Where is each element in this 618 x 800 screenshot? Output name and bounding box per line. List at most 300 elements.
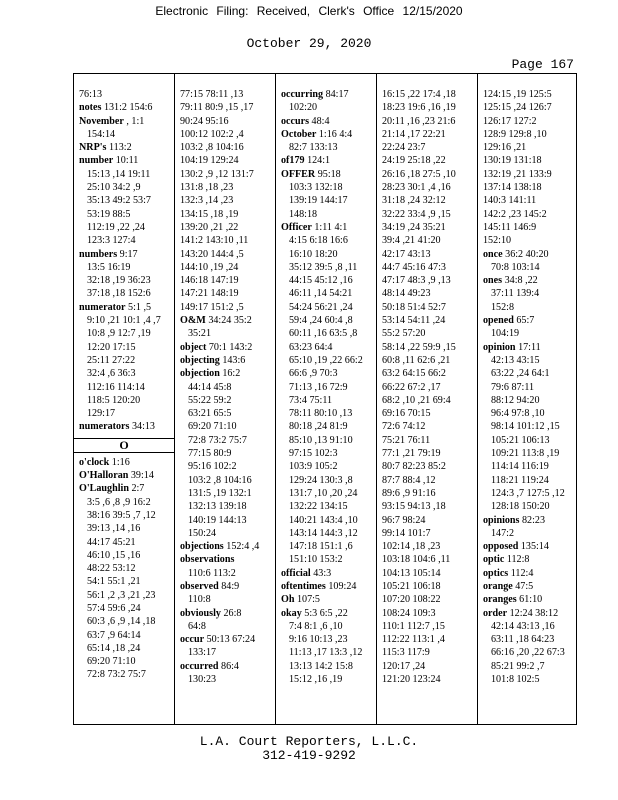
index-refs-line: 24:19 25:18 ,22: [382, 155, 446, 167]
index-refs-line: 129:17: [87, 408, 116, 420]
index-refs-line: 42:14 43:13 ,16: [491, 620, 555, 632]
page-line-refs: 5:3 6:5 ,22: [301, 607, 348, 619]
index-refs-line: 80:18 ,24 81:9: [289, 421, 348, 433]
index-term: oftentimes: [281, 580, 326, 592]
index-entry: [79, 101, 174, 114]
index-refs-line: 38:16 39:5 ,7 ,12: [87, 509, 156, 521]
index-refs-line: 96:7 98:24: [382, 514, 426, 526]
index-refs-line: 37:18 ,18 152:6: [87, 288, 151, 300]
index-refs-line: 15:13 ,14 19:11: [87, 168, 151, 180]
index-refs-line: 131:8 ,18 ,23: [180, 182, 234, 194]
index-refs-line: 120:17 ,24: [382, 660, 426, 672]
index-refs-line: 50:18 51:4 52:7: [382, 301, 446, 313]
index-refs-line: 103:2 ,8 104:16: [180, 142, 244, 154]
index-term: observations: [180, 554, 235, 566]
index-entry: [281, 221, 376, 234]
court-reporter-phone: 312-419-9292: [262, 748, 356, 763]
index-refs-line: 96:4 97:8 ,10: [491, 408, 545, 420]
page-line-refs: 50:13 67:24: [204, 634, 256, 646]
index-entry: [180, 660, 275, 673]
page-line-refs: 82:23: [519, 514, 545, 526]
index-refs-line: 134:15 ,18 ,19: [180, 208, 239, 220]
index-refs-line: 18:23 19:6 ,16 ,19: [382, 102, 456, 114]
index-refs-line: 147:21 148:19: [180, 288, 239, 300]
index-refs-line: 103:18 104:6 ,11: [382, 554, 451, 566]
index-refs-line: 146:18 147:19: [180, 275, 239, 287]
index-refs-line: 75:21 76:11: [382, 434, 431, 446]
index-refs-line: 35:21: [188, 328, 211, 340]
index-entry: [281, 593, 376, 606]
index-term: optics: [483, 567, 509, 579]
index-refs-line: 13:13 14:2 15:8: [289, 660, 353, 672]
index-entry: [79, 301, 174, 314]
index-refs-line: 103:3 132:18: [289, 182, 343, 194]
index-term: okay: [281, 607, 302, 619]
page-line-refs: 16:2: [219, 368, 241, 380]
index-entry: [281, 154, 376, 167]
index-refs-line: 128:9 129:8 ,10: [483, 128, 547, 140]
index-entry: [281, 168, 376, 181]
index-term: occurring: [281, 89, 324, 100]
index-refs-line: 58:14 ,22 59:9 ,15: [382, 341, 456, 353]
index-refs-line: 97:15 102:3: [289, 448, 338, 460]
index-term: opinions: [483, 514, 520, 526]
index-entry: [180, 553, 275, 566]
index-entry: [180, 354, 275, 367]
index-refs-line: 35:13 49:2 53:7: [87, 195, 151, 207]
index-refs-line: 44:14 45:8: [188, 381, 232, 393]
index-refs-line: 12:20 17:15: [87, 341, 136, 353]
index-refs-line: 107:20 108:22: [382, 594, 441, 606]
page-line-refs: 86:4: [218, 660, 239, 672]
index-refs-line: 72:8 73:2 75:7: [188, 434, 247, 446]
index-refs-line: 63:22 ,24 64:1: [491, 368, 550, 380]
index-refs-line: 132:22 134:15: [289, 501, 348, 513]
index-entry: [79, 482, 174, 495]
transcript-date: October 29, 2020: [246, 36, 372, 51]
index-refs-line: 42:13 43:15: [491, 354, 540, 366]
page-line-refs: 109:24: [325, 580, 357, 592]
index-refs-line: 71:13 ,16 72:9: [289, 381, 348, 393]
index-refs-line: 139:20 ,21 ,22: [180, 221, 239, 233]
page-line-refs: 152:4 ,4: [223, 541, 260, 553]
page-line-refs: 1:16 4:4: [316, 128, 353, 140]
index-refs-line: 104:19 129:24: [180, 155, 239, 167]
index-refs-line: 32:18 ,19 36:23: [87, 275, 151, 287]
index-entry: [180, 633, 275, 646]
page-line-refs: 135:14: [518, 541, 549, 553]
index-refs-line: 47:17 48:3 ,9 ,13: [382, 275, 451, 287]
index-refs-line: 130:23: [188, 674, 217, 686]
index-refs-line: 124:3 ,7 127:5 ,12: [491, 487, 565, 499]
index-refs-line: 44:15 45:12 ,16: [289, 275, 353, 287]
page-line-refs: 112:4: [508, 567, 534, 579]
index-refs-line: 142:2 ,23 145:2: [483, 208, 547, 220]
index-refs-line: 65:14 ,18 ,24: [87, 642, 141, 654]
index-refs-line: 152:8: [491, 301, 514, 313]
index-column-1: [74, 74, 174, 724]
page-line-refs: 70:1 143:2: [206, 341, 253, 353]
index-term: o'clock: [79, 456, 110, 468]
page-line-refs: 34:8 ,22: [502, 275, 538, 287]
index-refs-line: 129:16 ,21: [483, 142, 527, 154]
index-refs-line: 132:19 ,21 133:9: [483, 168, 552, 180]
index-refs-line: 90:24 95:16: [180, 115, 229, 127]
index-term: O&M: [180, 315, 206, 327]
index-refs-line: 121:20 123:24: [382, 674, 441, 686]
index-entry: [483, 540, 578, 553]
index-column-3: [275, 74, 376, 724]
index-column-5: [477, 74, 578, 724]
page-line-refs: 10:11: [113, 155, 139, 167]
index-refs-line: 151:10 153:2: [289, 554, 343, 566]
index-refs-line: 25:11 27:22: [87, 354, 136, 366]
index-entry: [180, 607, 275, 620]
index-term: oranges: [483, 594, 517, 606]
index-term: object: [180, 341, 207, 353]
page-line-refs: 113:2: [106, 142, 132, 154]
index-term: of179: [281, 155, 305, 167]
index-entry: [483, 567, 578, 580]
page-line-refs: 107:5: [294, 594, 320, 606]
index-refs-line: 137:14 138:18: [483, 182, 542, 194]
index-term: occurred: [180, 660, 219, 672]
page-line-refs: 61:10: [516, 594, 543, 606]
index-refs-line: 100:12 102:2 ,4: [180, 128, 244, 140]
index-refs-line: 128:18 150:20: [491, 501, 550, 513]
index-refs-line: 85:21 99:2 ,7: [491, 660, 545, 672]
index-refs-line: 78:11 80:10 ,13: [289, 408, 353, 420]
index-term: observed: [180, 580, 219, 592]
index-refs-line: 145:11 146:9: [483, 221, 537, 233]
page-line-refs: 131:2 154:6: [101, 102, 153, 114]
index-term: O'Laughlin: [79, 483, 129, 495]
index-refs-line: 154:14: [87, 128, 116, 140]
index-refs-line: 68:2 ,10 ,21 69:4: [382, 394, 451, 406]
index-entry: [483, 341, 578, 354]
index-refs-line: 10:8 ,9 12:7 ,19: [87, 328, 151, 340]
index-term: numbers: [79, 248, 118, 260]
index-refs-line: 15:12 ,16 ,19: [289, 674, 343, 686]
index-entry: [483, 274, 578, 287]
index-term: once: [483, 248, 503, 260]
page-line-refs: 26:8: [220, 607, 242, 619]
index-refs-line: 11:13 ,17 13:3 ,12: [289, 647, 363, 659]
index-refs-line: 69:20 71:10: [188, 421, 237, 433]
index-refs-line: 9:10 ,21 10:1 ,4 ,7: [87, 315, 161, 327]
index-entry: [483, 607, 578, 620]
index-refs-line: 25:10 34:2 ,9: [87, 182, 141, 194]
index-entry: [180, 540, 275, 553]
index-refs-line: 140:19 144:13: [188, 514, 247, 526]
index-term: opened: [483, 315, 514, 327]
page-line-refs: 34:13: [129, 421, 155, 433]
index-refs-line: 55:22 59:2: [188, 394, 232, 406]
index-entry: [281, 580, 376, 593]
index-term: obviously: [180, 607, 221, 619]
page-line-refs: 48:4: [309, 115, 330, 127]
index-refs-line: 103:2 ,8 104:16: [188, 474, 252, 486]
index-refs-line: 77:15 78:11 ,13: [180, 89, 244, 100]
index-refs-line: 53:14 54:11 ,24: [382, 315, 446, 327]
index-refs-line: 133:17: [188, 647, 217, 659]
index-refs-line: 72:8 73:2 75:7: [87, 669, 146, 681]
index-refs-line: 98:14 101:12 ,15: [491, 421, 560, 433]
index-entry: [483, 553, 578, 566]
index-refs-line: 69:16 70:15: [382, 408, 431, 420]
index-refs-line: 102:20: [289, 102, 318, 114]
index-refs-line: 150:24: [188, 527, 217, 539]
index-refs-line: 147:2: [491, 527, 514, 539]
index-refs-line: 44:17 45:21: [87, 536, 136, 548]
index-refs-line: 66:16 ,20 ,22 67:3: [491, 647, 565, 659]
index-refs-line: 102:14 ,18 ,23: [382, 541, 441, 553]
index-entry: [483, 514, 578, 527]
index-refs-line: 112:19 ,22 ,24: [87, 221, 145, 233]
index-refs-line: 21:14 ,17 22:21: [382, 128, 446, 140]
index-term: objections: [180, 541, 224, 553]
index-term: orange: [483, 580, 513, 592]
index-term: Officer: [281, 221, 312, 233]
page-line-refs: 17:11: [515, 341, 541, 353]
index-refs-line: 77:1 ,21 79:19: [382, 448, 441, 460]
index-refs-line: 104:19: [491, 328, 520, 340]
page-line-refs: 1:11 4:1: [311, 221, 348, 233]
page-line-refs: 5:1 ,5: [125, 301, 152, 313]
index-refs-line: 66:22 67:2 ,17: [382, 381, 441, 393]
index-entry: [180, 580, 275, 593]
index-refs-line: 16:10 18:20: [289, 248, 338, 260]
index-entry: [483, 248, 578, 261]
index-refs-line: 46:11 ,14 54:21: [289, 288, 353, 300]
index-refs-line: 132:3 ,14 ,23: [180, 195, 234, 207]
index-refs-line: 37:11 139:4: [491, 288, 540, 300]
index-term: OFFER: [281, 168, 316, 180]
page-line-refs: 2:7: [128, 483, 145, 495]
index-entry: [483, 314, 578, 327]
page-line-refs: 124:1: [304, 155, 331, 167]
index-refs-line: 54:1 55:1 ,21: [87, 576, 141, 588]
index-refs-line: 79:11 80:9 ,15 ,17: [180, 102, 254, 114]
index-refs-line: 131:5 ,19 132:1: [188, 487, 252, 499]
index-entry: [180, 367, 275, 380]
index-refs-line: 112:16 114:14: [87, 381, 145, 393]
index-refs-line: 99:14 101:7: [382, 527, 431, 539]
index-refs-line: 20:11 ,16 ,23 21:6: [382, 115, 456, 127]
index-refs-line: 73:4 75:11: [289, 394, 333, 406]
index-refs-line: 85:10 ,13 91:10: [289, 434, 353, 446]
index-refs-line: 57:4 59:6 ,24: [87, 602, 141, 614]
index-refs-line: 147:18 151:1 ,6: [289, 541, 353, 553]
index-term: notes: [79, 102, 102, 114]
page-line-refs: 36:2 40:20: [502, 248, 549, 260]
page-line-refs: , 1:1: [123, 115, 145, 127]
filing-header: Electronic Filing: Received, Clerk's Office 12/15/2020: [155, 4, 463, 18]
index-refs-line: 118:5 120:20: [87, 394, 141, 406]
index-refs-line: 110:6 113:2: [188, 567, 236, 579]
index-refs-line: 32:22 33:4 ,9 ,15: [382, 208, 451, 220]
index-term: order: [483, 607, 508, 619]
page-line-refs: 65:7: [513, 315, 535, 327]
index-term: Oh: [281, 594, 295, 606]
index-refs-line: 143:20 144:4 ,5: [180, 248, 244, 260]
page-line-refs: 39:14: [128, 470, 154, 482]
index-refs-line: 139:19 144:17: [289, 195, 348, 207]
page-line-refs: 9:17: [117, 248, 138, 260]
index-refs-line: 65:10 ,19 ,22 66:2: [289, 354, 363, 366]
index-refs-line: 64:8: [188, 620, 206, 632]
index-refs-line: 152:10: [483, 235, 512, 247]
index-entry: [79, 248, 174, 261]
index-refs-line: 125:15 ,24 126:7: [483, 102, 552, 114]
index-refs-line: 88:12 94:20: [491, 394, 540, 406]
index-refs-line: 126:17 127:2: [483, 115, 537, 127]
page-line-refs: 95:18: [315, 168, 341, 180]
index-term: O'Halloran: [79, 470, 129, 482]
index-refs-line: 93:15 94:13 ,18: [382, 501, 446, 513]
page-line-refs: 112:8: [504, 554, 530, 566]
index-refs-line: 63:11 ,18 64:23: [491, 634, 555, 646]
index-entry: [281, 607, 376, 620]
index-refs-line: 95:16 102:2: [188, 461, 237, 473]
index-entry: [483, 593, 578, 606]
index-refs-line: 34:19 ,24 35:21: [382, 221, 446, 233]
index-refs-line: 132:13 139:18: [188, 501, 247, 513]
index-refs-line: 76:13: [79, 89, 102, 100]
index-refs-line: 143:14 144:3 ,12: [289, 527, 358, 539]
index-refs-line: 105:21 106:13: [491, 434, 550, 446]
index-refs-line: 63:2 64:15 66:2: [382, 368, 446, 380]
index-entry: [281, 88, 376, 101]
index-refs-line: 28:23 30:1 ,4 ,16: [382, 182, 451, 194]
court-reporter-name: L.A. Court Reporters, L.L.C.: [199, 734, 419, 749]
index-entry: [483, 580, 578, 593]
index-entry: [281, 115, 376, 128]
index-refs-line: 46:10 ,15 ,16: [87, 549, 141, 561]
index-refs-line: 7:4 8:1 ,6 ,10: [289, 620, 343, 632]
page-line-refs: 34:24 35:2: [205, 315, 252, 327]
page-line-refs: 143:6: [219, 354, 246, 366]
index-refs-line: 35:12 39:5 ,8 ,11: [289, 261, 358, 273]
index-refs-line: 130:2 ,9 ,12 131:7: [180, 168, 254, 180]
index-refs-line: 54:24 56:21 ,24: [289, 301, 353, 313]
index-refs-line: 144:10 ,19 ,24: [180, 261, 239, 273]
index-entry: [79, 456, 174, 469]
index-term: objection: [180, 368, 220, 380]
index-refs-line: 70:8 103:14: [491, 261, 540, 273]
index-refs-line: 60:3 ,6 ,9 ,14 ,18: [87, 616, 156, 628]
index-term: occurs: [281, 115, 310, 127]
index-refs-line: 129:24 130:3 ,8: [289, 474, 353, 486]
index-column-2: [174, 74, 275, 724]
page-line-refs: 43:3: [310, 567, 332, 579]
index-entry: [79, 154, 174, 167]
index-refs-line: 39:13 ,14 ,16: [87, 523, 141, 535]
index-refs-line: 123:3 127:4: [87, 235, 136, 247]
page-line-refs: 12:24 38:12: [507, 607, 559, 619]
index-entry: [79, 420, 174, 433]
index-refs-line: 115:3 117:9: [382, 647, 430, 659]
index-refs-line: 66:6 ,9 70:3: [289, 368, 338, 380]
index-refs-line: 3:5 ,6 ,8 ,9 16:2: [87, 496, 151, 508]
index-refs-line: 42:17 43:13: [382, 248, 431, 260]
index-refs-line: 53:19 88:5: [87, 208, 131, 220]
index-refs-line: 141:2 143:10 ,11: [180, 235, 249, 247]
index-refs-line: 118:21 119:24: [491, 474, 549, 486]
index-refs-line: 105:21 106:18: [382, 580, 441, 592]
index-refs-line: 69:20 71:10: [87, 656, 136, 668]
index-entry: [180, 341, 275, 354]
page-line-refs: 1:16: [109, 456, 130, 468]
index-term: numerator: [79, 301, 126, 313]
index-refs-line: 103:9 105:2: [289, 461, 338, 473]
index-term: objecting: [180, 354, 220, 366]
index-refs-line: 80:7 82:23 85:2: [382, 461, 446, 473]
index-refs-line: 39:4 ,21 41:20: [382, 235, 441, 247]
index-refs-line: 124:15 ,19 125:5: [483, 89, 552, 100]
index-refs-line: 104:13 105:14: [382, 567, 441, 579]
page-number: Page 167: [511, 57, 574, 72]
page-line-refs: 84:17: [323, 89, 349, 100]
index-refs-line: 44:7 45:16 47:3: [382, 261, 446, 273]
page-line-refs: 47:5: [512, 580, 534, 592]
index-term: optic: [483, 554, 505, 566]
index-term: numerators: [79, 421, 130, 433]
index-refs-line: 82:7 133:13: [289, 142, 338, 154]
index-refs-line: 149:17 151:2 ,5: [180, 301, 244, 313]
index-refs-line: 32:4 ,6 36:3: [87, 368, 136, 380]
index-refs-line: 22:24 23:7: [382, 142, 426, 154]
index-term: NRP's: [79, 142, 107, 154]
index-refs-line: 9:16 10:13 ,23: [289, 634, 348, 646]
index-refs-line: 108:24 109:3: [382, 607, 436, 619]
page-line-refs: 84:9: [218, 580, 240, 592]
index-entry: [281, 128, 376, 141]
index-refs-line: 77:15 80:9: [188, 448, 232, 460]
index-refs-line: 89:6 ,9 91:16: [382, 487, 436, 499]
index-refs-line: 16:15 ,22 17:4 ,18: [382, 89, 456, 100]
index-refs-line: 130:19 131:18: [483, 155, 542, 167]
index-refs-line: 63:21 65:5: [188, 408, 232, 420]
index-entry: [79, 141, 174, 154]
index-refs-line: 140:21 143:4 ,10: [289, 514, 358, 526]
index-term: November: [79, 115, 124, 127]
index-refs-line: 140:3 141:11: [483, 195, 537, 207]
index-refs-line: 26:16 ,18 27:5 ,10: [382, 168, 456, 180]
index-column-4: [376, 74, 477, 724]
index-refs-line: 110:1 112:7 ,15: [382, 620, 445, 632]
index-refs-line: 48:14 49:23: [382, 288, 431, 300]
index-refs-line: 60:11 ,16 63:5 ,8: [289, 328, 358, 340]
index-term: opinion: [483, 341, 516, 353]
index-refs-line: 48:22 53:12: [87, 563, 136, 575]
index-term: October: [281, 128, 317, 140]
index-refs-line: 63:7 ,9 64:14: [87, 629, 141, 641]
index-refs-line: 55:2 57:20: [382, 328, 426, 340]
index-refs-line: 148:18: [289, 208, 318, 220]
index-refs-line: 109:21 113:8 ,19: [491, 448, 560, 460]
index-refs-line: 101:8 102:5: [491, 674, 540, 686]
index-refs-line: 114:14 116:19: [491, 461, 549, 473]
index-refs-line: 60:8 ,11 62:6 ,21: [382, 354, 451, 366]
index-refs-line: 79:6 87:11: [491, 381, 535, 393]
index-entry: [79, 115, 174, 128]
index-refs-line: 13:5 16:19: [87, 261, 131, 273]
section-letter-heading: O: [74, 438, 174, 453]
index-entry: [180, 314, 275, 327]
index-refs-line: 31:18 ,24 32:12: [382, 195, 446, 207]
index-refs-line: 56:1 ,2 ,3 ,21 ,23: [87, 589, 156, 601]
